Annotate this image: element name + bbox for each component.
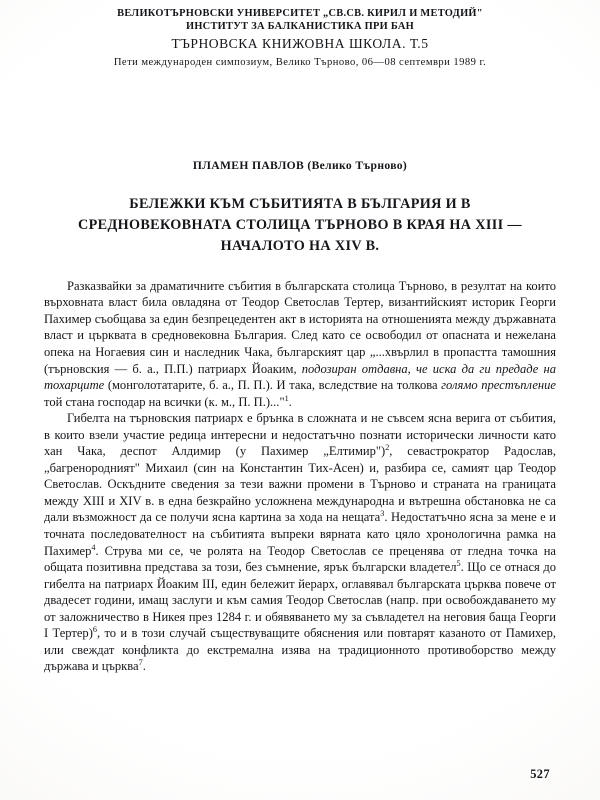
- paragraph-2: [44, 410, 556, 675]
- paragraph-1-quote-italic-1: подозиран отдавна, че иска да ги предаде на тохарците: [44, 361, 556, 393]
- paragraph-2-seg-4: . Струва ми се, че ролята на Теодор Светослав се преценява от гледна точка на общата позитивна представа за този, без съмнение, ярък български владетел: [44, 543, 556, 575]
- paragraph-2-seg-2: , севастрократор Радослав, „багренородният" Михаил (син на Константин Тих-Асен) и, разбира се, самият цар Теодор Светослав. Оскъдните сведения за тези важни промени в Търново и страната на границата между XIII и XIV в. в една безкрайно усложнена международна и вътрешна обстановка не са дали възможност да се получи ясна картина за хода на нещата: [44, 444, 556, 525]
- paragraph-2-seg-7: .: [142, 659, 146, 674]
- footnote-ref-3[interactable]: 3: [380, 509, 385, 519]
- article-body: [44, 278, 556, 675]
- paragraph-1: [44, 278, 556, 410]
- masthead-institute: ИНСТИТУТ ЗА БАЛКАНИСТИКА ПРИ БАН: [185, 21, 415, 33]
- paragraph-2-seg-3: . Недостатъчно ясна за мене е и точната последователност на събитията въпреки вярната като цяло хронологична рамка на Пахимер: [44, 510, 556, 558]
- paragraph-1-seg-3: (монголотатарите, б. а., П. П.). И така, вследствие на толкова: [104, 378, 442, 393]
- footnote-ref-5[interactable]: 5: [456, 558, 461, 568]
- masthead-university: ВЕЛИКОТЪРНОВСКИ УНИВЕРСИТЕТ „СВ.СВ. КИРИЛ И МЕТОДИЙ": [117, 8, 483, 19]
- paragraph-1-seg-5: той стана господар на всички (к. м., П. П.)...": [44, 394, 285, 409]
- paragraph-2-seg-1: Гибелта на търновския патриарх е брънка в сложната и не съвсем ясна верига от събития, в които взели участие редица интересни и недостатъчно познати исторически личности като хан Чака, деспот Алдимир (у Пахимер „Елтимир"): [44, 411, 556, 459]
- paragraph-1-seg-6: .: [288, 394, 292, 409]
- paragraph-1-seg-1: Разказвайки за драматичните събития в българската столица Търново, в резултат на които върховната власт била овладяна от Теодор Светослав Тертер, византийският историк Георги Пахимер съобщава за един безпрецедентен акт в историята на отношенията между държавната власт и църквата в средновековна България. След като се освободил от опасната и нежелана опека на Ногаевия син и наследник Чака, българският цар „...хвърлил в пропастта тамошния (търновския — б. а., П.П.) патриарх Йоаким,: [44, 278, 556, 376]
- page-title-line-2: СРЕДНОВЕКОВНАТА СТОЛИЦА ТЪРНОВО В КРАЯ НА XIII —: [78, 216, 522, 233]
- footnote-ref-2[interactable]: 2: [385, 443, 390, 453]
- page-sheet: [44, 0, 556, 800]
- paragraph-1-quote-italic-2: голямо престъпление: [441, 378, 556, 393]
- footnote-ref-7[interactable]: 7: [138, 658, 143, 668]
- masthead-symposium: Пети международен симпозиум, Велико Търново, 06—08 септември 1989 г.: [113, 56, 487, 68]
- footnote-ref-4[interactable]: 4: [91, 542, 96, 552]
- footnote-ref-1[interactable]: 1: [284, 393, 289, 403]
- page-title: [44, 194, 556, 257]
- footnote-ref-6[interactable]: 6: [92, 625, 97, 635]
- paragraph-2-seg-6: , то и в този случай съществуващите обяснения или повтарят казаното от Памихер, или свеждат конфликта до екстремална изява на традиционното противоборство между държава и църква: [44, 626, 556, 674]
- author-byline: ПЛАМЕН ПАВЛОВ (Велико Търново): [192, 158, 408, 172]
- page-number: 527: [530, 767, 550, 781]
- masthead: [44, 0, 556, 71]
- page-title-line-1: БЕЛЕЖКИ КЪМ СЪБИТИЯТА В БЪЛГАРИЯ И В: [129, 195, 471, 212]
- page-title-line-3: НАЧАЛОТО НА XIV В.: [220, 237, 380, 254]
- paragraph-2-seg-5: . Що се отнася до гибелта на патриарх Йоаким III, един бележит йерарх, оглавявал българската църква повече от двадесет години, имащ заслуги и към самия Теодор Светослав (напр. при освобождаването му от заложничество в Никея през 1284 г. и обявяването му за съвладетел на неговия баща Георги I Тертер): [44, 560, 556, 641]
- masthead-series-title: ТЪРНОВСКА КНИЖОВНА ШКОЛА. Т.5: [171, 35, 429, 51]
